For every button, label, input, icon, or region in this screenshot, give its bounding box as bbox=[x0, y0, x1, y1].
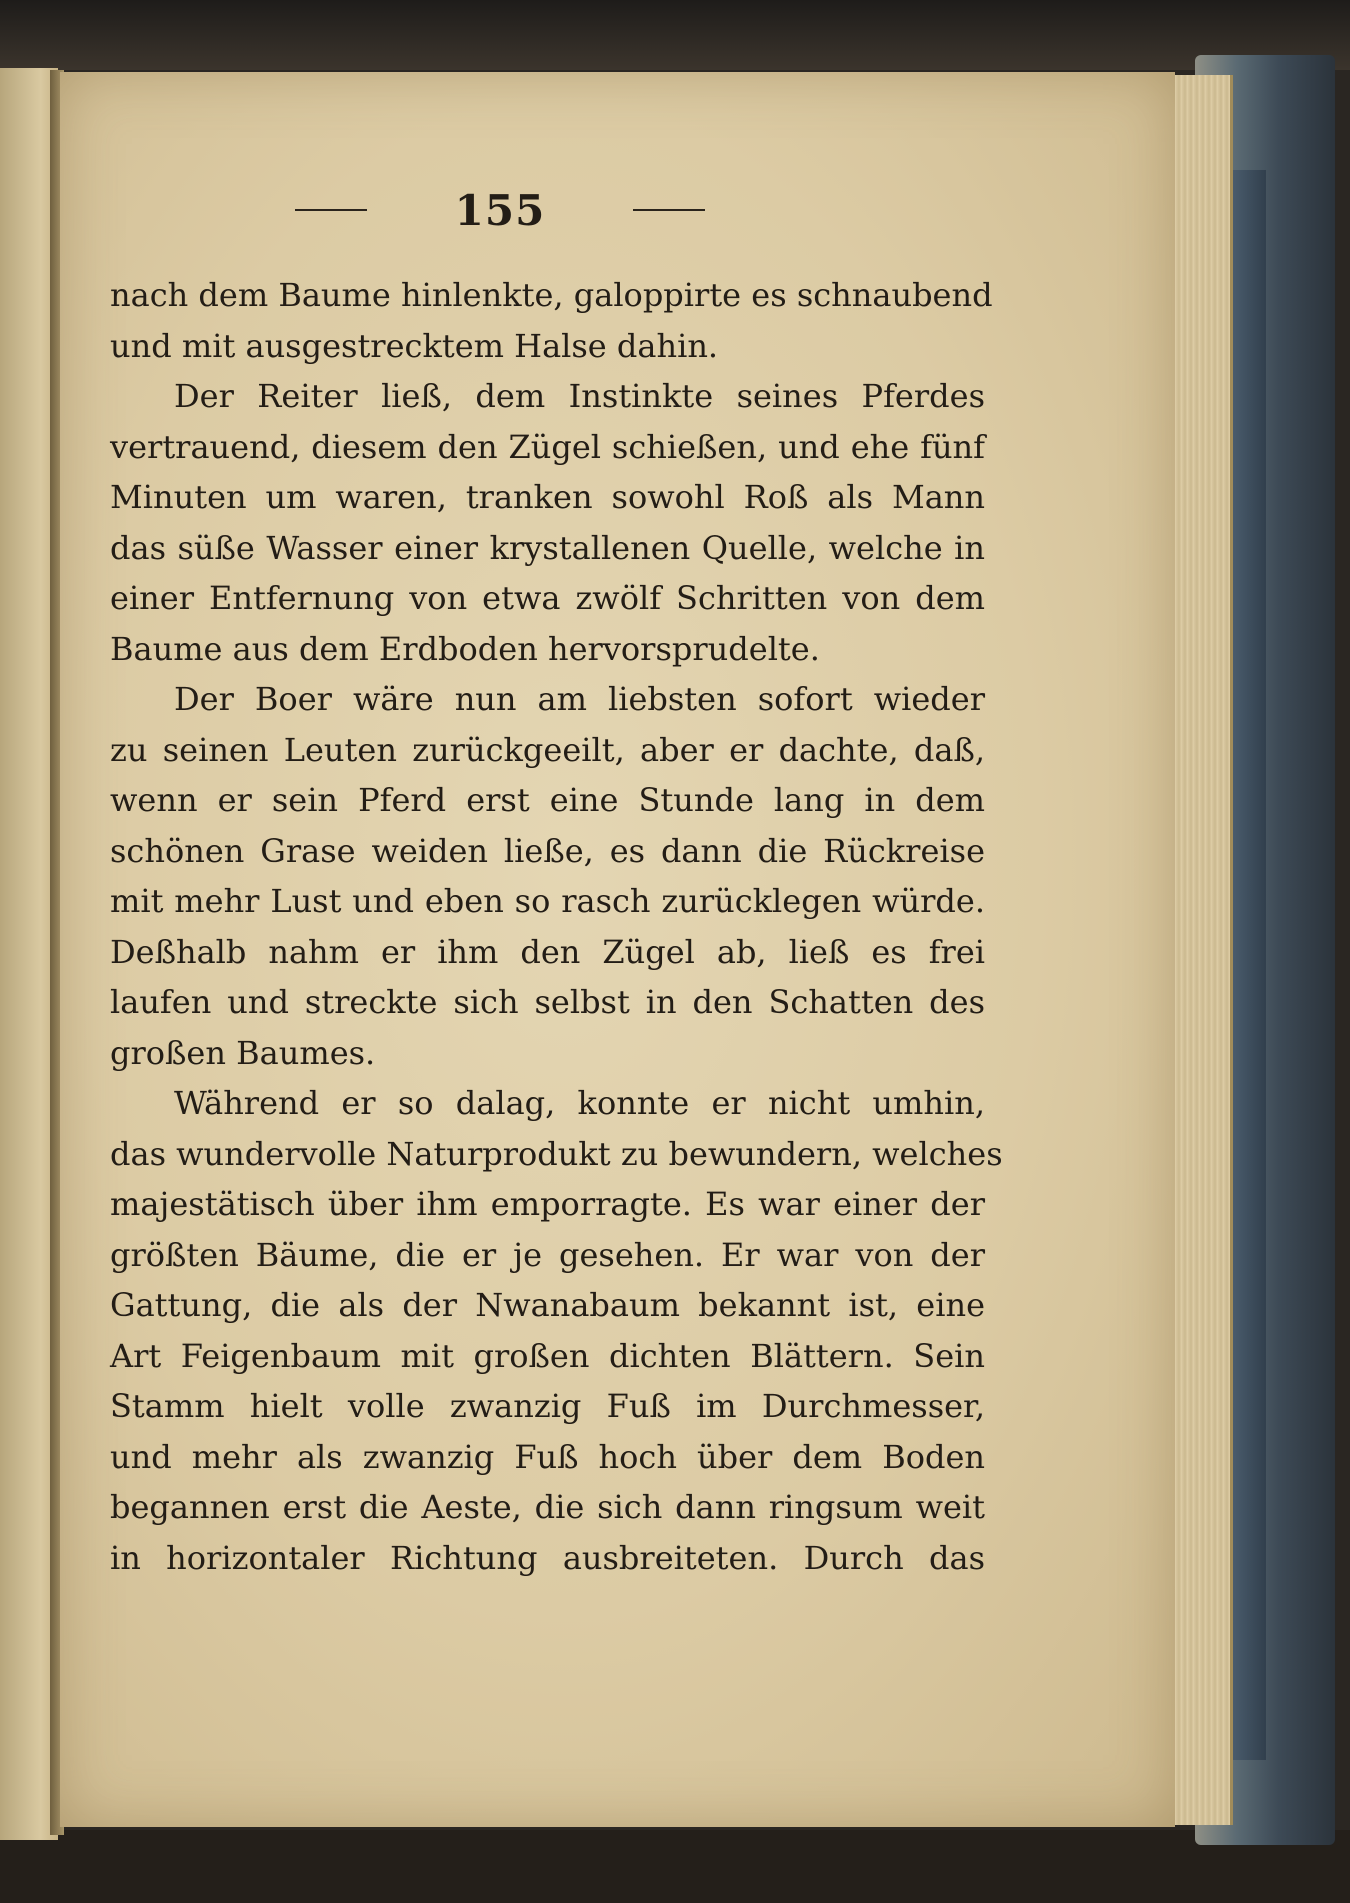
text-line: das süße Wasser einer krystallenen Quelle, welche in bbox=[110, 528, 985, 567]
text-line: nach dem Baume hinlenkte, galoppirte es schnaubend bbox=[110, 276, 993, 314]
text-line: laufen und streckte sich selbst in den Schatten des bbox=[110, 983, 985, 1021]
text-line: majestätisch über ihm emporragte. Es war einer der bbox=[110, 1185, 985, 1223]
text-line: großen Baumes. bbox=[110, 1033, 376, 1072]
text-line: Stamm hielt volle zwanzig Fuß im Durchmesser, bbox=[110, 1387, 985, 1425]
text-line: mit mehr Lust und eben so rasch zurücklegen würde. bbox=[110, 882, 985, 920]
text-line: das wundervolle Naturprodukt zu bewundern, welches bbox=[110, 1134, 1003, 1173]
text-line: in horizontaler Richtung ausbreiteten. Durch das bbox=[110, 1538, 985, 1577]
text-line: Während er so dalag, konnte er nicht umhin, bbox=[174, 1084, 985, 1122]
text-line: Gattung, die als der Nwanabaum bekannt ist, eine bbox=[110, 1286, 985, 1324]
header-rule-left bbox=[295, 209, 367, 211]
text-line: Deßhalb nahm er ihm den Zügel ab, ließ es frei bbox=[110, 932, 985, 971]
header-rule-right bbox=[633, 209, 705, 211]
text-line: Der Boer wäre nun am liebsten sofort wieder bbox=[174, 680, 985, 718]
text-line: Art Feigenbaum mit großen dichten Blättern. Sein bbox=[110, 1336, 985, 1375]
text-line: und mit ausgestrecktem Halse dahin. bbox=[110, 326, 719, 365]
background-bottom bbox=[0, 1830, 1350, 1903]
page-header bbox=[295, 180, 705, 240]
book-cover-edge bbox=[1228, 170, 1266, 1760]
page-body-text bbox=[110, 270, 1003, 1583]
text-line: begannen erst die Aeste, die sich dann ringsum weit bbox=[110, 1488, 985, 1526]
text-line: einer Entfernung von etwa zwölf Schritten von dem bbox=[110, 579, 985, 617]
text-line: größten Bäume, die er je gesehen. Er war von der bbox=[110, 1235, 985, 1274]
text-line: wenn er sein Pferd erst eine Stunde lang in dem bbox=[110, 781, 985, 819]
page-number: 155 bbox=[454, 185, 546, 235]
text-line: schönen Grase weiden ließe, es dann die Rückreise bbox=[110, 831, 985, 870]
text-line: Baume aus dem Erdboden hervorsprudelte. bbox=[110, 629, 820, 668]
page-edges bbox=[1170, 75, 1233, 1825]
text-line: vertrauend, diesem den Zügel schießen, und ehe fünf bbox=[110, 427, 985, 466]
text-line: zu seinen Leuten zurückgeeilt, aber er dachte, daß, bbox=[110, 730, 985, 769]
background-top bbox=[0, 0, 1350, 70]
text-line: Minuten um waren, tranken sowohl Roß als Mann bbox=[110, 478, 985, 516]
text-line: und mehr als zwanzig Fuß hoch über dem Boden bbox=[110, 1437, 985, 1476]
text-line: Der Reiter ließ, dem Instinkte seines Pferdes bbox=[174, 377, 985, 415]
